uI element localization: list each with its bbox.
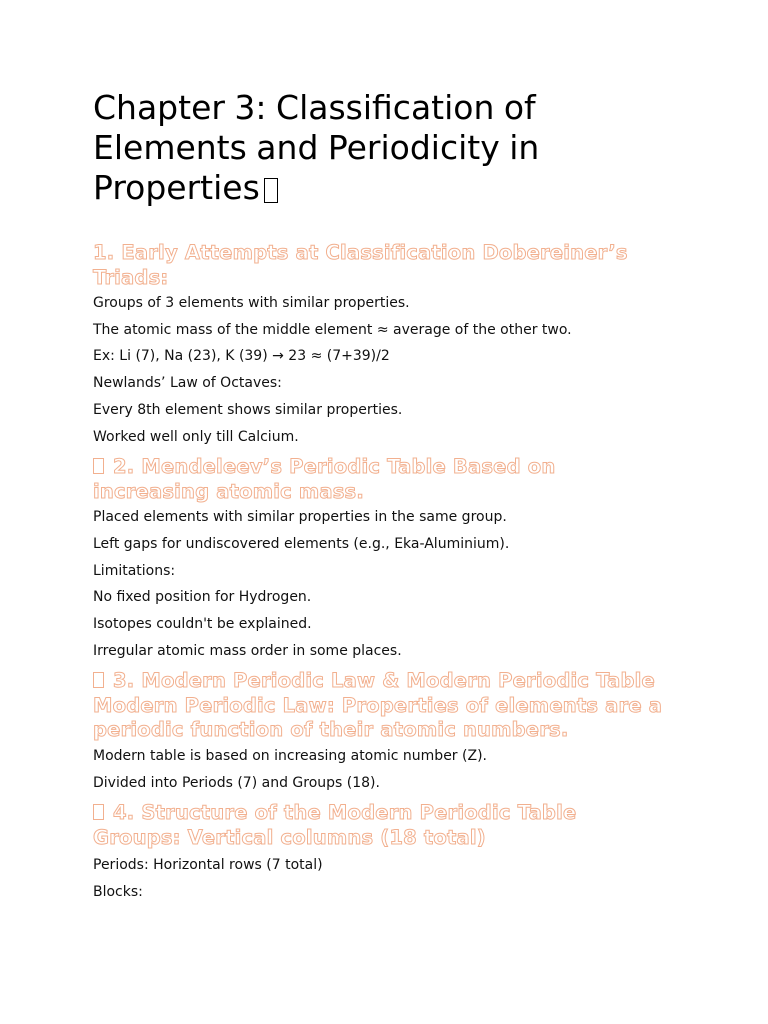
section-2-heading-text: 2. Mendeleev’s Periodic Table Based on increasing atomic mass. bbox=[93, 455, 556, 503]
section-1-paragraph: Worked well only till Calcium. bbox=[93, 428, 299, 445]
section-3-heading bbox=[93, 669, 663, 743]
section-1-body bbox=[93, 290, 663, 450]
section-1-paragraph: Groups of 3 elements with similar properties. bbox=[93, 295, 410, 311]
section-2-heading bbox=[93, 455, 663, 504]
missing-glyph-icon bbox=[264, 178, 278, 203]
section-2-paragraph: Isotopes couldn't be explained. bbox=[93, 616, 312, 633]
section-4-body bbox=[93, 852, 663, 905]
section-4-heading-text: 4. Structure of the Modern Periodic Table Groups: Vertical columns (18 total) bbox=[93, 801, 577, 849]
section-1-heading bbox=[93, 241, 663, 290]
section-2-paragraph: Irregular atomic mass order in some places. bbox=[93, 642, 402, 659]
section-1-paragraph: Newlands’ Law of Octaves: bbox=[93, 375, 282, 392]
section-3-body bbox=[93, 743, 663, 796]
section-3-paragraph: Modern table is based on increasing atomic number (Z). bbox=[93, 747, 487, 764]
document-page bbox=[93, 88, 663, 906]
section-2-paragraph: Limitations: bbox=[93, 562, 176, 579]
section-2-paragraph: Left gaps for undiscovered elements (e.g., Eka-Aluminium). bbox=[93, 535, 510, 552]
section-1-paragraph: Every 8th element shows similar properties. bbox=[93, 401, 403, 418]
chapter-title bbox=[93, 88, 663, 208]
section-4-paragraph: Blocks: bbox=[93, 884, 143, 901]
missing-glyph-icon bbox=[93, 458, 104, 474]
missing-glyph-icon bbox=[93, 804, 104, 820]
chapter-title-text: Chapter 3: Classification of Elements and Periodicity in Properties bbox=[93, 88, 540, 207]
missing-glyph-icon bbox=[93, 672, 104, 688]
section-1-paragraph: Ex: Li (7), Na (23), K (39) → 23 ≈ (7+39)/2 bbox=[93, 348, 390, 365]
section-4-paragraph: Periods: Horizontal rows (7 total) bbox=[93, 857, 323, 874]
section-1-paragraph: The atomic mass of the middle element ≈ average of the other two. bbox=[93, 321, 572, 338]
section-3-heading-text: 3. Modern Periodic Law & Modern Periodic Table Modern Periodic Law: Properties of elements are a periodic function of their atomic numbers. bbox=[93, 669, 663, 742]
section-4-heading bbox=[93, 801, 663, 850]
section-2-paragraph: Placed elements with similar properties in the same group. bbox=[93, 509, 507, 526]
section-2-body bbox=[93, 504, 663, 664]
section-2-paragraph: No fixed position for Hydrogen. bbox=[93, 589, 312, 606]
section-3-paragraph: Divided into Periods (7) and Groups (18). bbox=[93, 774, 380, 791]
section-1-heading-text: 1. Early Attempts at Classification Dobereiner’s Triads: bbox=[93, 241, 628, 289]
